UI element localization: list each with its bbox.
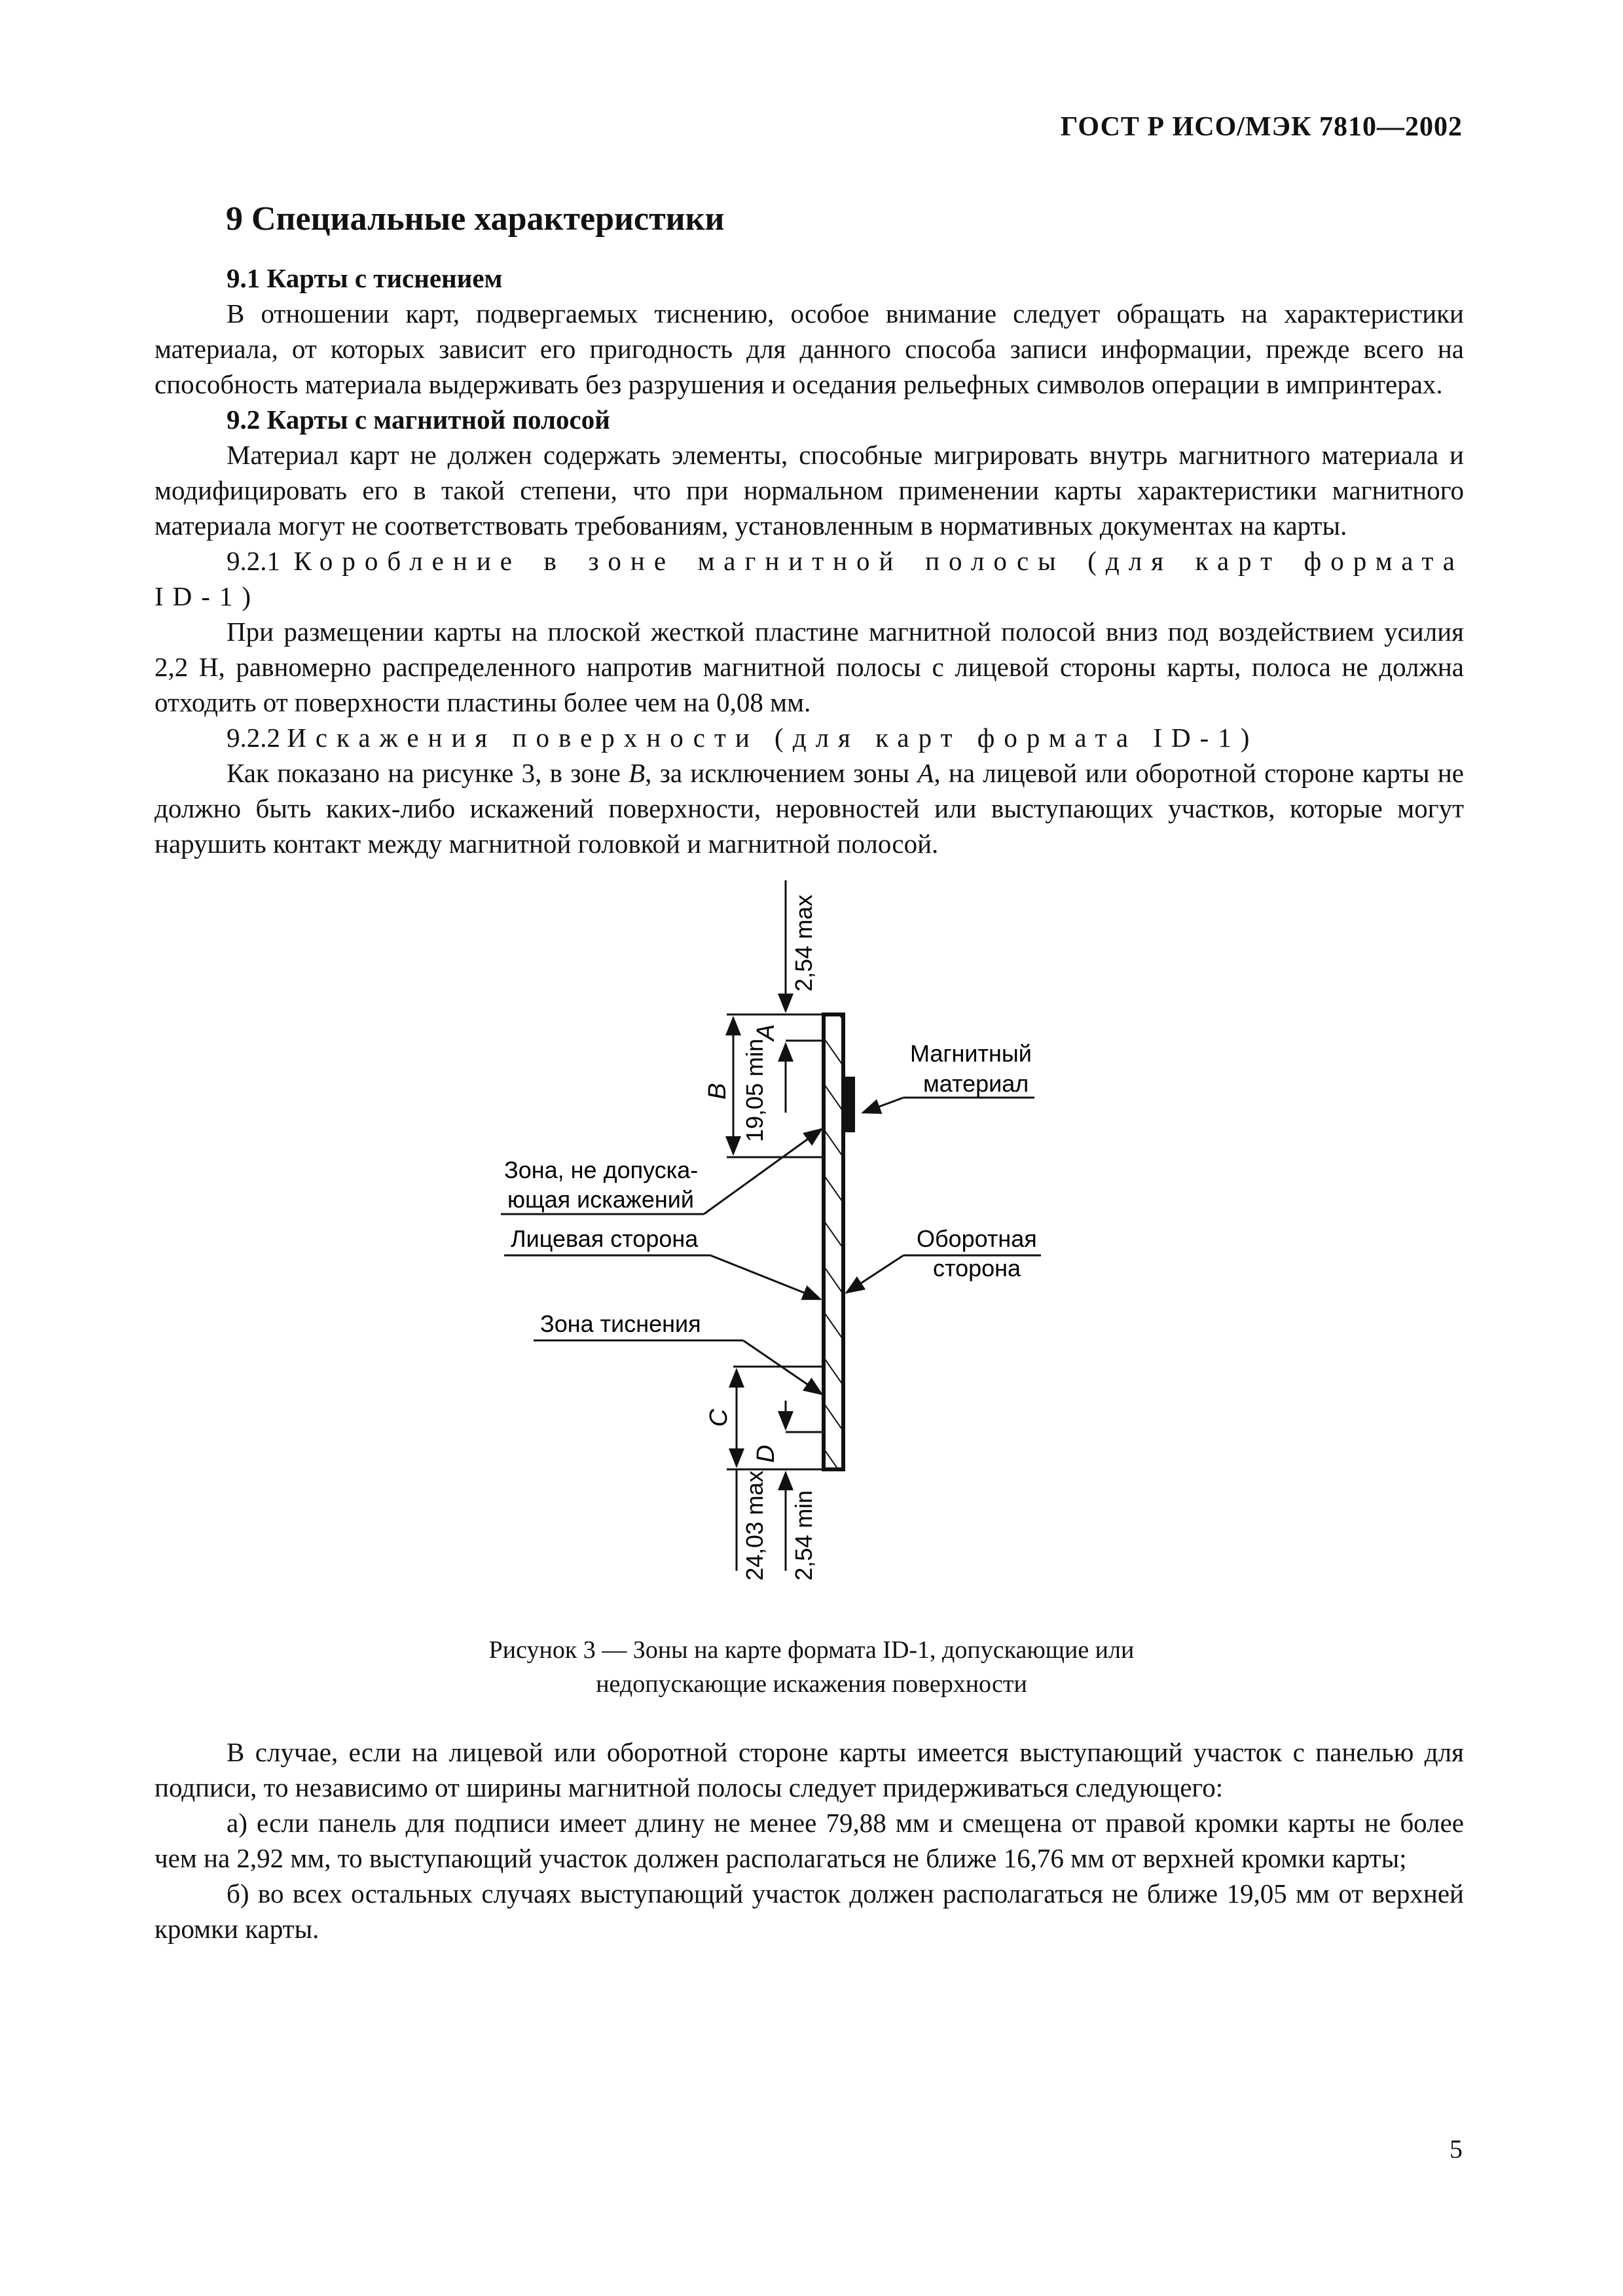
text-fragment: , на лицевой или оборотной стороне карты не должно быть каких-либо искажений поверхности, неровностей или выступающих участков, которые могут нарушить контакт между магнитной головкой и магнитной полосой.	[155, 758, 1464, 859]
paragraph-9-2-1: При размещении карты на плоской жесткой пластине магнитной полосой вниз под воздействием усилия 2,2 Н, равномерно распределенного напротив магнитной полосы с лицевой стороны карты, полоса не должна отходить от поверхности пластины более чем на 0,08 мм.	[155, 617, 1464, 717]
clause-title: Коробление в зоне магнитной полосы (для карт формата ID-1)	[155, 546, 1464, 611]
text-fragment: Как показано на рисунке 3, в зоне	[227, 758, 629, 788]
label-d: D	[752, 1444, 780, 1463]
paragraph-intro: В случае, если на лицевой или оборотной стороне карты имеется выступающий участок с панелью для подписи, то независимо от ширины магнитной полосы следует придерживаться следующего:	[155, 1737, 1464, 1803]
card-section	[824, 1014, 843, 1469]
dim-d-label: 2,54 min	[790, 1490, 817, 1581]
back-side-label-1: Оборотная	[917, 1225, 1037, 1252]
clause-number: 9.2.1	[227, 546, 280, 576]
figure-caption	[0, 1633, 1623, 1701]
dim-top-label: 2,54 max	[790, 894, 817, 992]
label-c: C	[705, 1408, 733, 1427]
caption-line-2: недопускающие искажения поверхности	[596, 1670, 1027, 1698]
front-side-label: Лицевая сторона	[511, 1225, 699, 1252]
zone-b-ref: B	[629, 758, 646, 788]
embossing-zone-label: Зона тиснения	[540, 1310, 701, 1337]
dim-c-label: 24,03 max	[741, 1470, 768, 1581]
subsection-heading-9-1: 9.1 Карты с тиснением	[227, 263, 503, 293]
body-text	[155, 260, 1464, 861]
list-item-b: б) во всех остальных случаях выступающий участок должен располагаться не ближе 19,05 мм от верхней кромки карты.	[155, 1878, 1464, 1944]
label-b: B	[704, 1083, 731, 1100]
paragraph-9-2-2	[155, 755, 1464, 861]
text-fragment: , за исключением зоны	[645, 758, 918, 788]
clause-heading-9-2-2	[155, 720, 1464, 755]
zone-no-distort-label-2: ющая искажений	[507, 1186, 695, 1213]
list-item-a: а) если панель для подписи имеет длину не менее 79,88 мм и смещена от правой кромки карты не более чем на 2,92 мм, то выступающий участок должен располагаться не ближе 16,76 мм от верхней кромки карты;	[155, 1808, 1464, 1873]
label-a: A	[752, 1024, 780, 1041]
subsection-heading-9-2: 9.2 Карты с магнитной полосой	[227, 404, 610, 435]
section-title: 9 Специальные характеристики	[226, 200, 725, 238]
clause-title: Искажения поверхности (для карт формата ID-1)	[287, 723, 1259, 753]
clause-number: 9.2.2	[227, 723, 280, 753]
magnetic-stripe	[843, 1077, 855, 1132]
standard-code: ГОСТ Р ИСО/МЭК 7810—2002	[1060, 112, 1463, 142]
magnetic-label-1: Магнитный	[910, 1040, 1032, 1067]
paragraph-9-2: Материал карт не должен содержать элементы, способные мигрировать внутрь магнитного материала и модифицировать его в такой степени, что при нормальном применении карты характеристики магнитного материала могут не соответствовать требованиям, установленным в нормативных документах на карты.	[155, 440, 1464, 541]
body-text-after-figure	[155, 1734, 1464, 1946]
back-side-label-2: сторона	[933, 1255, 1021, 1282]
dim-b-label: 19,05 min	[741, 1038, 768, 1142]
paragraph-9-1: В отношении карт, подвергаемых тиснению, особое внимание следует обращать на характеристики материала, от которых зависит его пригодность для данного способа записи информации, прежде всего на способность материала выдерживать без разрушения и оседания рельефных символов операции в импринтерах.	[155, 298, 1464, 399]
zone-no-distort-label-1: Зона, не допуска-	[504, 1157, 699, 1183]
figure-3-diagram	[0, 851, 1623, 1669]
page-number: 5	[1450, 2134, 1463, 2164]
caption-line-1: Рисунок 3 — Зоны на карте формата ID-1, допускающие или	[488, 1636, 1135, 1664]
clause-heading-9-2-1	[155, 543, 1464, 614]
magnetic-label-2: материал	[923, 1070, 1029, 1097]
zone-a-ref: A	[917, 758, 934, 788]
